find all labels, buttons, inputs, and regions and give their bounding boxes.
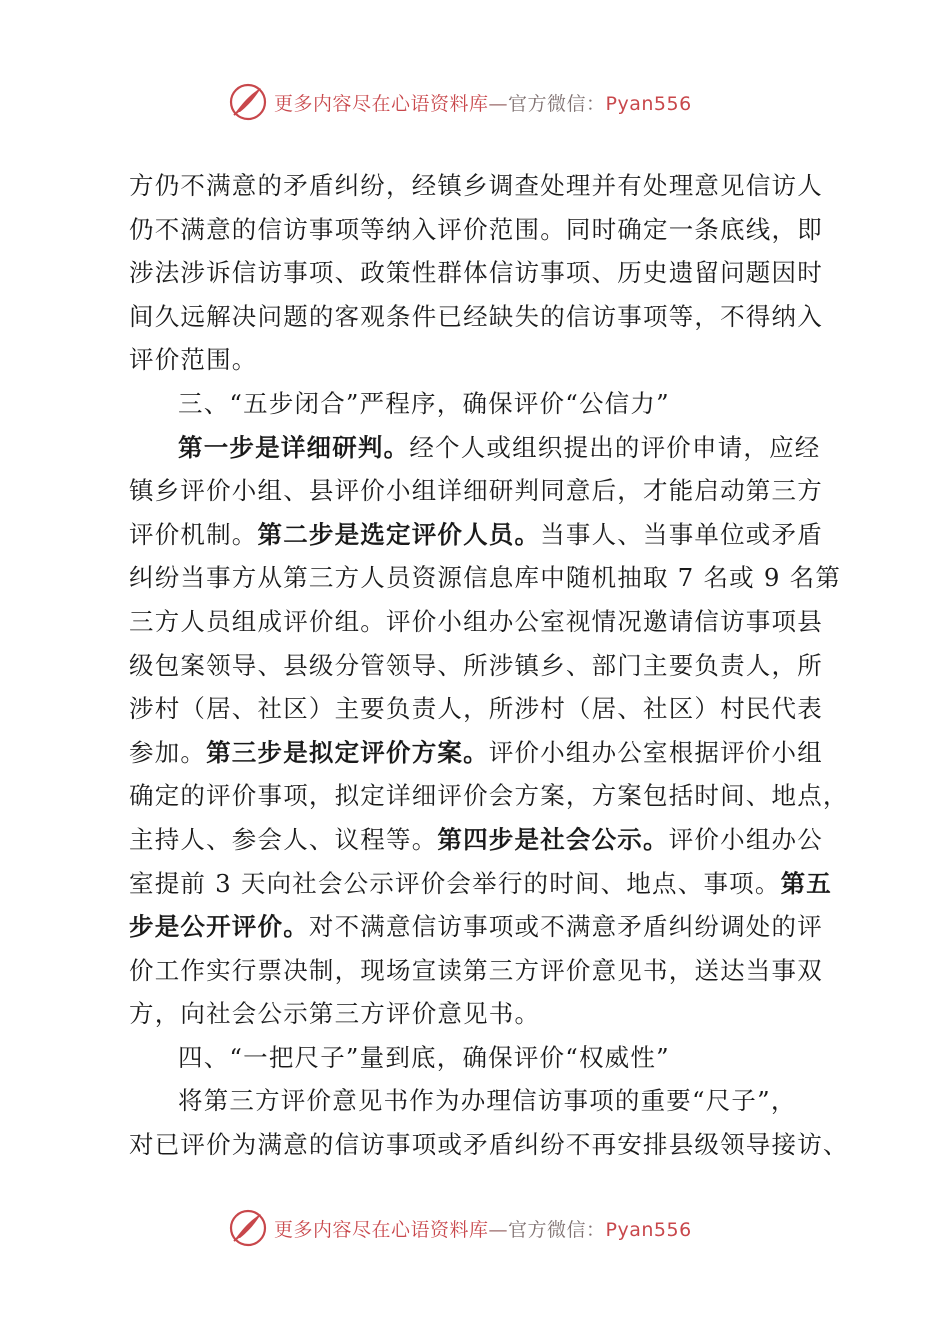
step3-title: 第三步是拟定评价方案。 <box>206 737 489 767</box>
text-line: 纠纷当事方从第三方人员资源信息库中随机抽取 7 名或 9 名第 <box>129 563 842 593</box>
step1-title: 第一步是详细研判。 <box>178 432 410 462</box>
banner-text <box>274 89 692 116</box>
section-heading-3: 三、“五步闭合”严程序，确保评价“公信力” <box>178 388 670 418</box>
banner-wechat-id: Pyan556 <box>605 92 692 115</box>
section-heading-4: 四、“一把尺子”量到底，确保评价“权威性” <box>178 1042 670 1072</box>
text-line: 价工作实行票决制，现场宣读第三方评价意见书，送达当事双 <box>129 955 823 985</box>
text-line: 方，向社会公示第三方评价意见书。 <box>129 999 541 1029</box>
text-span: 经个人或组织提出的评价申请，应经 <box>409 432 821 462</box>
text-span: 评价机制。 <box>129 519 258 549</box>
step5-title-b: 步是公开评价。 <box>129 912 309 942</box>
banner-title: 更多内容尽在心语资料库 <box>274 92 489 115</box>
step5-title-a: 第五 <box>780 868 832 898</box>
text-line: 仍不满意的信访事项等纳入评价范围。同时确定一条底线，即 <box>129 214 823 244</box>
text-line: 对已评价为满意的信访事项或矛盾纠纷不再安排县级领导接访、 <box>129 1130 849 1160</box>
text-line <box>129 513 834 557</box>
text-line: 方仍不满意的矛盾纠纷，经镇乡调查处理并有处理意见信访人 <box>129 171 823 200</box>
text-line: 将第三方评价意见书作为办理信访事项的重要“尺子”， <box>178 1086 797 1116</box>
text-span: 评价小组办公 <box>668 824 823 854</box>
quill-pen-icon <box>228 1208 268 1248</box>
text-span: 参加。 <box>129 737 207 767</box>
text-line <box>129 818 834 862</box>
text-line <box>129 905 834 949</box>
banner-dash: — <box>488 92 509 115</box>
text-line: 涉法涉诉信访事项、政策性群体信访事项、历史遗留问题因时 <box>129 258 823 288</box>
banner-wechat-label: 官方微信： <box>508 92 606 115</box>
text-span: 当事人、当事单位或矛盾 <box>540 519 823 549</box>
banner-wechat-id: Pyan556 <box>605 1218 692 1241</box>
step4-title: 第四步是社会公示。 <box>437 824 669 854</box>
text-line <box>129 426 834 470</box>
text-span: 评价小组办公室根据评价小组 <box>488 737 823 767</box>
banner-wechat-label: 官方微信： <box>508 1218 606 1241</box>
text-line: 镇乡评价小组、县评价小组详细研判同意后，才能启动第三方 <box>129 476 823 506</box>
text-line: 三方人员组成评价组。评价小组办公室视情况邀请信访事项县 <box>129 606 823 636</box>
text-span: 对不满意信访事项或不满意矛盾纠纷调处的评 <box>308 912 823 942</box>
text-span: 室提前 3 天向社会公示评价会举行的时间、地点、事项。 <box>129 868 781 898</box>
footer-banner <box>228 1206 748 1250</box>
text-line: 评价范围。 <box>129 345 258 375</box>
step2-title: 第二步是选定评价人员。 <box>257 519 541 549</box>
banner-text <box>274 1215 692 1242</box>
text-line: 涉村（居、社区）主要负责人，所涉村（居、社区）村民代表 <box>129 694 823 724</box>
text-line: 级包案领导、县级分管领导、所涉镇乡、部门主要负责人，所 <box>129 650 823 680</box>
text-line: 确定的评价事项，拟定详细评价会方案，方案包括时间、地点， <box>129 781 849 811</box>
text-span: 主持人、参会人、议程等。 <box>129 824 438 854</box>
banner-dash: — <box>488 1218 509 1241</box>
text-line: 间久远解决问题的客观条件已经缺失的信访事项等，不得纳入 <box>129 301 823 331</box>
banner-title: 更多内容尽在心语资料库 <box>274 1218 489 1241</box>
header-banner <box>228 80 748 124</box>
document-body <box>129 164 849 1167</box>
text-line <box>129 731 834 775</box>
quill-pen-icon <box>228 82 268 122</box>
text-line <box>129 862 834 906</box>
